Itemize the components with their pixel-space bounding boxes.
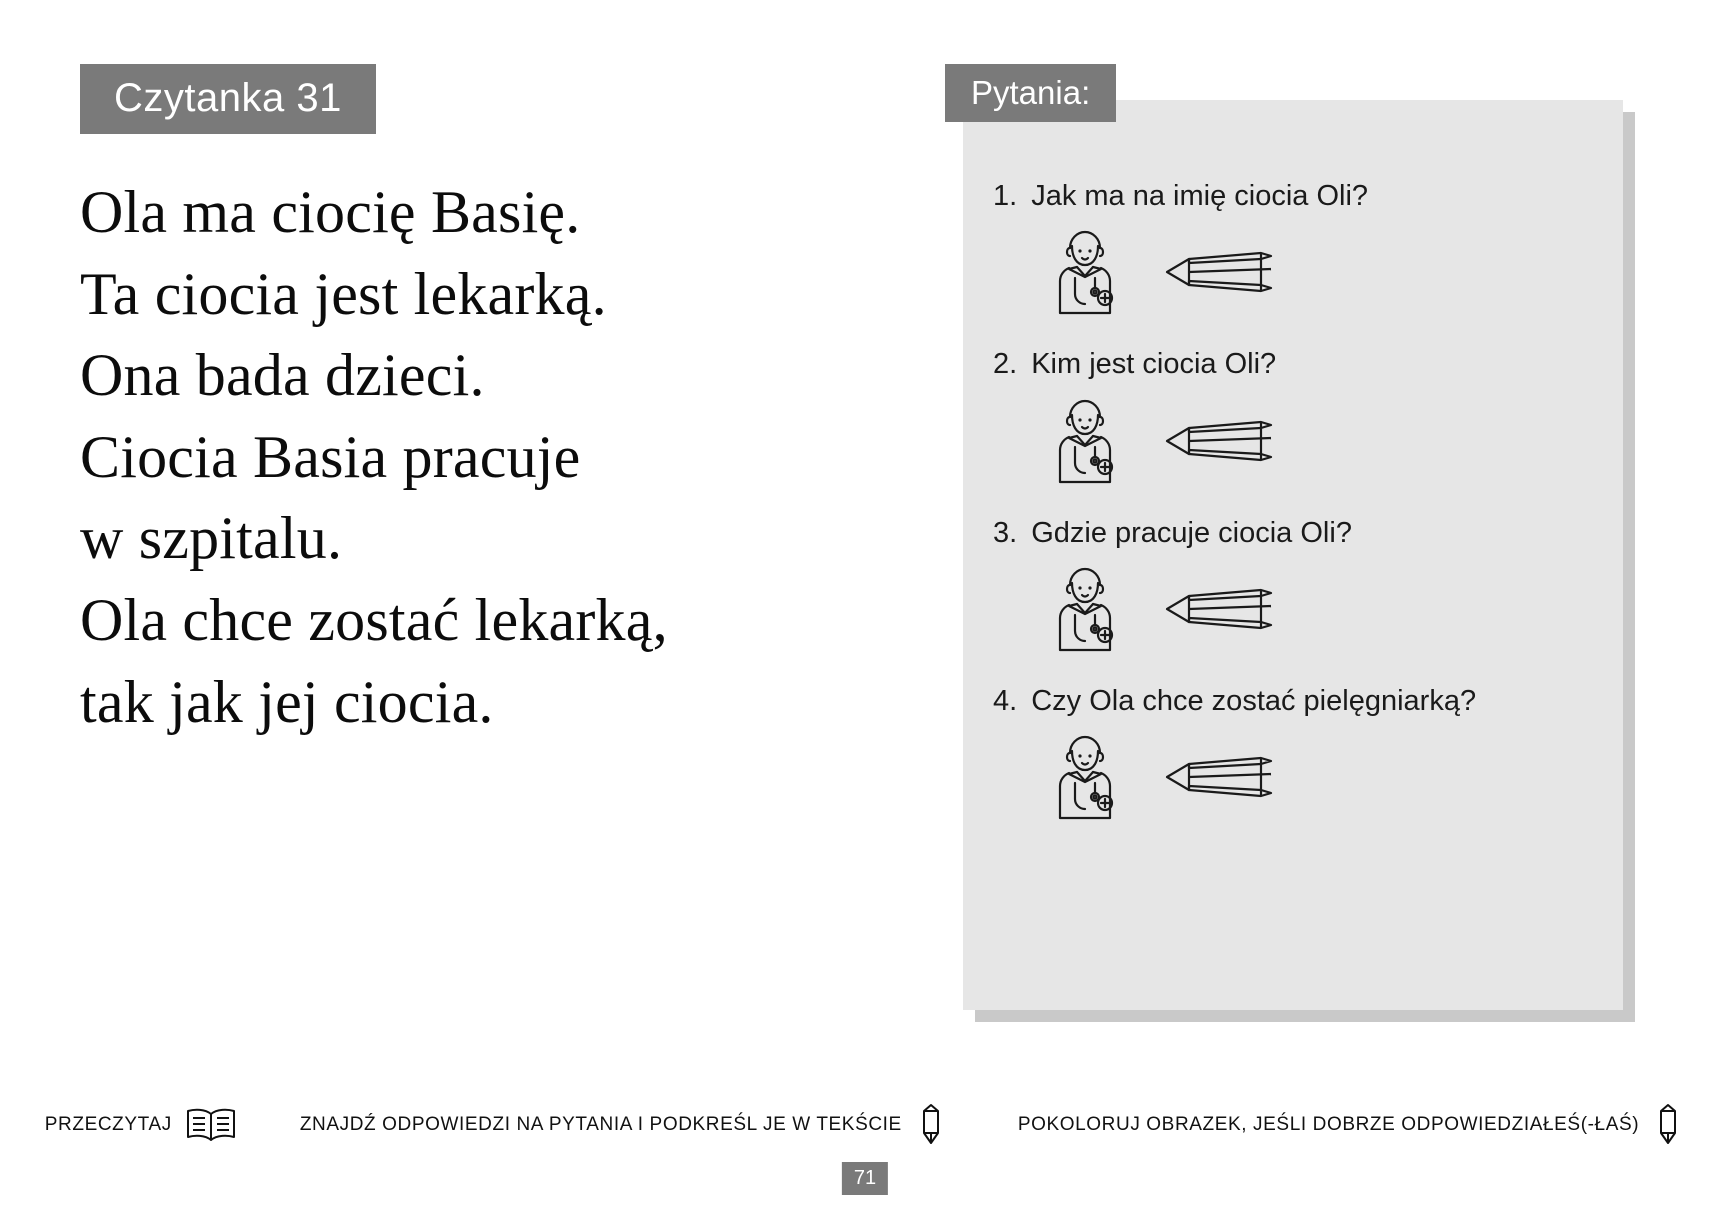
answer-row bbox=[1039, 222, 1593, 322]
questions-tag: Pytania: bbox=[945, 64, 1116, 122]
story-line: Ona bada dzieci. bbox=[80, 342, 485, 409]
question-text: Kim jest ciocia Oli? bbox=[1031, 348, 1277, 381]
pencil-icon bbox=[1651, 1103, 1685, 1147]
story-text bbox=[80, 172, 840, 743]
story-line: Ola chce zostać lekarką, bbox=[80, 586, 668, 653]
pencil-icon bbox=[1165, 755, 1275, 799]
question-number: 2. bbox=[993, 348, 1018, 381]
answer-row bbox=[1039, 727, 1593, 827]
story-line: Ola ma ciocię Basię. bbox=[80, 179, 581, 245]
instruction-find-answers bbox=[300, 1103, 948, 1147]
instruction-label: POKOLORUJ OBRAZEK, JEŚLI DOBRZE ODPOWIEDZIAŁEŚ(-ŁAŚ) bbox=[1017, 1114, 1640, 1135]
instruction-read bbox=[45, 1106, 238, 1144]
instruction-label: ZNAJDŹ ODPOWIEDZI NA PYTANIA I PODKREŚL JE W TEKŚCIE bbox=[299, 1114, 902, 1135]
nurse-icon bbox=[1039, 222, 1131, 322]
open-book-icon bbox=[184, 1106, 238, 1144]
question-item bbox=[993, 178, 1593, 322]
page-number: 71 bbox=[842, 1162, 888, 1195]
instruction-label: PRZECZYTAJ bbox=[44, 1114, 172, 1135]
story-line: Ciocia Basia pracuje bbox=[80, 423, 581, 490]
question-text: Gdzie pracuje ciocia Oli? bbox=[1031, 516, 1352, 549]
story-line: Ta ciocia jest lekarką. bbox=[80, 260, 607, 327]
pencil-icon bbox=[1165, 419, 1275, 463]
questions-panel bbox=[963, 100, 1623, 1010]
nurse-icon bbox=[1039, 559, 1131, 659]
pencil-icon bbox=[1165, 587, 1275, 631]
questions-list bbox=[963, 100, 1623, 851]
footer-instructions bbox=[0, 1103, 1730, 1147]
instruction-color-picture bbox=[1018, 1103, 1685, 1147]
story-line: w szpitalu. bbox=[80, 505, 343, 572]
question-item bbox=[993, 515, 1593, 659]
answer-row bbox=[1039, 559, 1593, 659]
nurse-icon bbox=[1039, 391, 1131, 491]
question-number: 4. bbox=[993, 684, 1018, 717]
answer-row bbox=[1039, 391, 1593, 491]
question-item bbox=[993, 683, 1593, 827]
reading-section bbox=[80, 64, 840, 743]
question-item bbox=[993, 346, 1593, 490]
question-text: Czy Ola chce zostać pielęgniarką? bbox=[1031, 684, 1477, 717]
question-number: 3. bbox=[993, 516, 1018, 549]
question-number: 1. bbox=[993, 180, 1018, 212]
question-text: Jak ma na imię ciocia Oli? bbox=[1031, 180, 1369, 212]
nurse-icon bbox=[1039, 727, 1131, 827]
pencil-icon bbox=[1165, 250, 1275, 294]
pencil-icon bbox=[914, 1103, 948, 1147]
lesson-tag: Czytanka 31 bbox=[80, 64, 376, 134]
story-line: tak jak jej ciocia. bbox=[80, 668, 494, 735]
